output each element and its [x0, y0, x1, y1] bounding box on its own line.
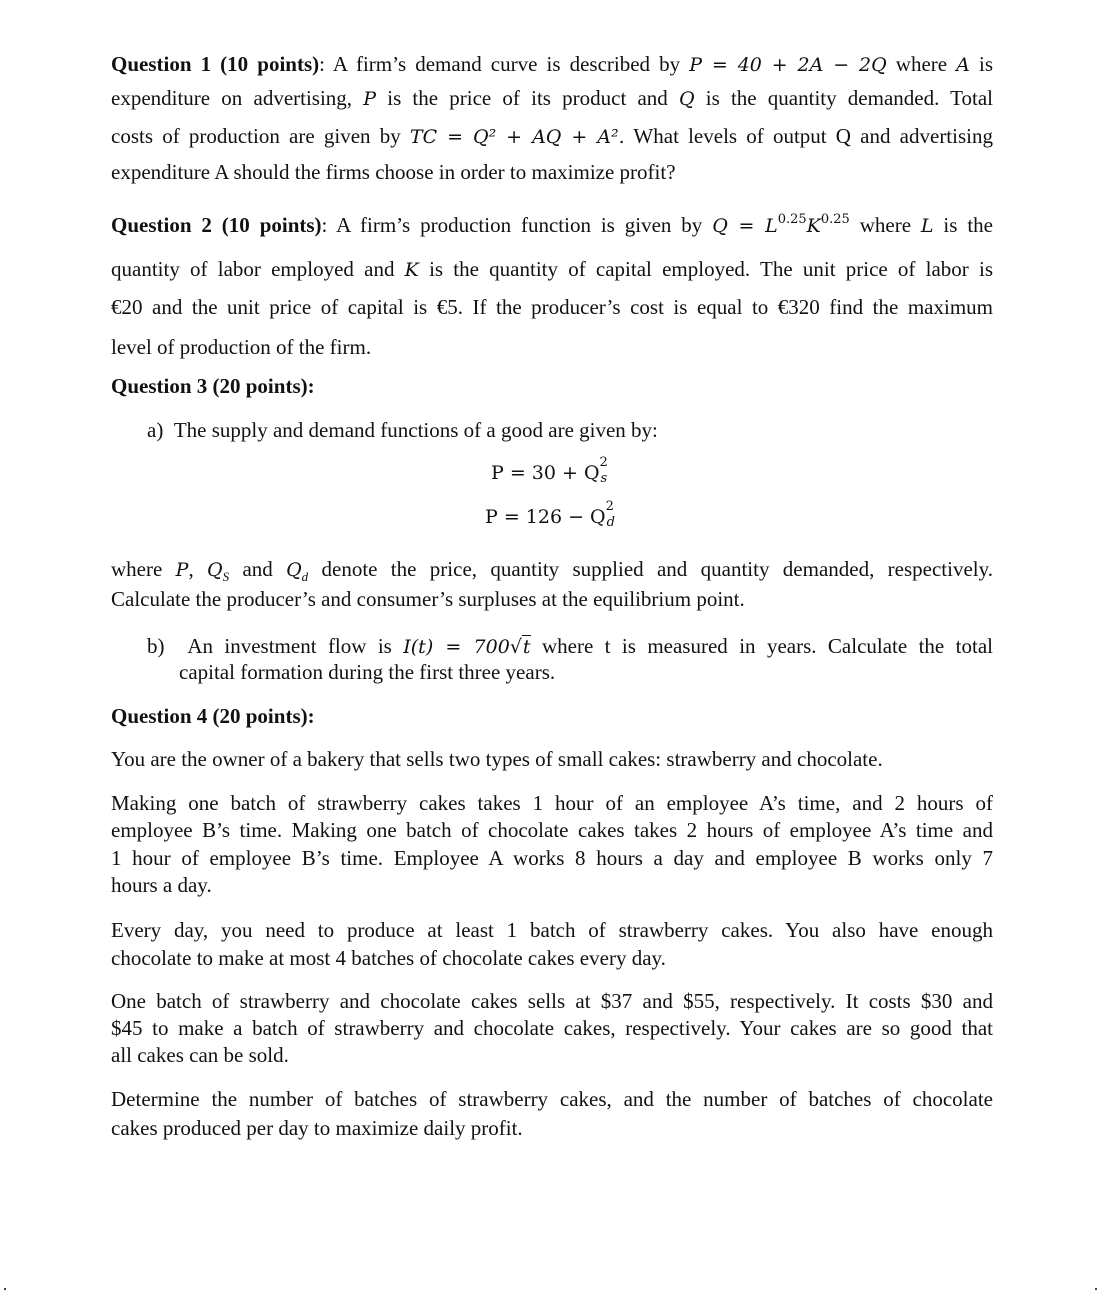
q4-p4-line-3: all cakes can be sold. [111, 1043, 289, 1067]
q3-where-line-1 [111, 557, 993, 585]
q3-eq-part: P = 30 + Q [491, 462, 600, 484]
q3-eq-part: I(t) = 700 [403, 636, 510, 658]
q1-cost-equation: TC = Q² + AQ + A². [409, 126, 625, 148]
q4-p2-line-2: employee B’s time. Making one batch of chocolate cakes takes 2 hours of employee A’s time and [111, 818, 993, 842]
q4-p5-line-2: cakes produced per day to maximize daily profit. [111, 1116, 523, 1140]
q2-text: is the [933, 213, 993, 237]
q3-part-a-text: The supply and demand functions of a good are given by: [173, 418, 658, 442]
q3-part-b-line-2: capital formation during the first three years. [179, 660, 556, 684]
q3-part-a [147, 418, 847, 443]
q1-heading: Question 1 (10 points) [111, 52, 320, 76]
q1-var-q: Q [678, 88, 695, 110]
q2-text: where [849, 213, 921, 237]
q1-line-3 [111, 124, 993, 149]
q1-text: where [886, 52, 957, 76]
q3-heading: Question 3 (20 points): [111, 374, 315, 398]
q1-var-p: P [363, 88, 377, 110]
q2-text: quantity of labor employed and [111, 257, 405, 281]
q3-supply-equation [491, 455, 791, 486]
q3-part-b-label: b) [147, 634, 165, 658]
q1-var-a: A [956, 54, 970, 76]
q1-line-1 [111, 52, 993, 77]
q3-var-q: Q [286, 559, 302, 581]
q3-text: , [188, 557, 208, 581]
q3-text: An investment flow is [187, 634, 404, 658]
q3-sqrt-arg: t [522, 636, 531, 658]
q3-text: where t is measured in years. Calculate the total [530, 634, 993, 658]
page-edge-mark [1095, 1288, 1097, 1290]
q3-text: and [229, 557, 287, 581]
q2-text: : A firm’s production function is given by [321, 213, 713, 237]
page-edge-mark [4, 1288, 6, 1290]
q2-eq-part: Q = L [712, 215, 778, 237]
q3-var-p: P [175, 559, 189, 581]
q3-investment-equation: I(t) = 700√t [403, 636, 531, 658]
q3-eq-sub: s [600, 471, 608, 486]
q4-p5-line-1: Determine the number of batches of strawberry cakes, and the number of batches of chocolate [111, 1087, 993, 1111]
q2-eq-part: K [806, 215, 821, 237]
q1-text: costs of production are given by [111, 124, 410, 148]
q4-p3-line-2: chocolate to make at most 4 batches of chocolate cakes every day. [111, 946, 666, 970]
q1-text: is the quantity demanded. Total [694, 86, 993, 110]
q2-line-4: level of production of the firm. [111, 335, 372, 359]
q2-var-l: L [920, 215, 934, 237]
q3-eq-part: P = 126 − Q [485, 506, 606, 528]
q1-text: expenditure on advertising, [111, 86, 364, 110]
q2-exp-capital: 0.25 [820, 212, 850, 227]
q2-line-2 [111, 257, 993, 282]
q2-line-1 [111, 212, 993, 238]
q4-p2-line-1: Making one batch of strawberry cakes takes 1 hour of an employee A’s time, and 2 hours of [111, 791, 993, 815]
q3-sub-s: S [222, 569, 230, 584]
q3-eq-sup: 2 [605, 499, 614, 514]
q3-sub-d: d [301, 569, 309, 584]
q4-p2-line-4: hours a day. [111, 873, 212, 897]
q1-text: : A firm’s demand curve is described by [319, 52, 690, 76]
q2-var-k: K [404, 259, 419, 281]
q3-eq-sup: 2 [599, 455, 608, 470]
q4-p4-line-1: One batch of strawberry and chocolate cakes sells at $37 and $55, respectively. It costs $30 and [111, 989, 993, 1013]
q1-text: is the price of its product and [376, 86, 679, 110]
q1-demand-equation: P = 40 + 2A − 2Q [689, 54, 887, 76]
q3-text: where [111, 557, 176, 581]
q2-line-3: €20 and the unit price of capital is €5. If the producer’s cost is equal to €320 find the maximum [111, 295, 993, 319]
q3-eq-script [599, 455, 612, 486]
q1-line-2 [111, 86, 993, 111]
q3-part-b-line-1 [147, 634, 993, 659]
q3-eq-sub: d [606, 515, 615, 530]
q2-exp-labor: 0.25 [777, 212, 807, 227]
q4-paragraph-1: You are the owner of a bakery that sells two types of small cakes: strawberry and chocolate. [111, 747, 883, 771]
q1-text: is [969, 52, 993, 76]
q3-text: denote the price, quantity supplied and quantity demanded, respectively. [308, 557, 994, 581]
q3-part-a-label: a) [147, 418, 164, 442]
q4-p2-line-3: 1 hour of employee B’s time. Employee A works 8 hours a day and employee B works only 7 [111, 846, 993, 870]
q3-where-line-2: Calculate the producer’s and consumer’s surpluses at the equilibrium point. [111, 587, 745, 611]
q3-demand-equation [485, 499, 785, 530]
q2-heading: Question 2 (10 points) [111, 213, 322, 237]
q3-var-q: Q [207, 559, 223, 581]
q3-eq-script [605, 499, 618, 530]
q4-p3-line-1: Every day, you need to produce at least 1 batch of strawberry cakes. You also have enough [111, 918, 993, 942]
q2-production-function [712, 212, 850, 237]
q1-text: What levels of output Q and advertising [624, 124, 993, 148]
q4-heading: Question 4 (20 points): [111, 704, 315, 728]
q2-text: is the quantity of capital employed. The unit price of labor is [418, 257, 993, 281]
q1-line-4: expenditure A should the firms choose in order to maximize profit? [111, 160, 676, 184]
q4-p4-line-2: $45 to make a batch of strawberry and chocolate cakes, respectively. Your cakes are so good that [111, 1016, 993, 1040]
